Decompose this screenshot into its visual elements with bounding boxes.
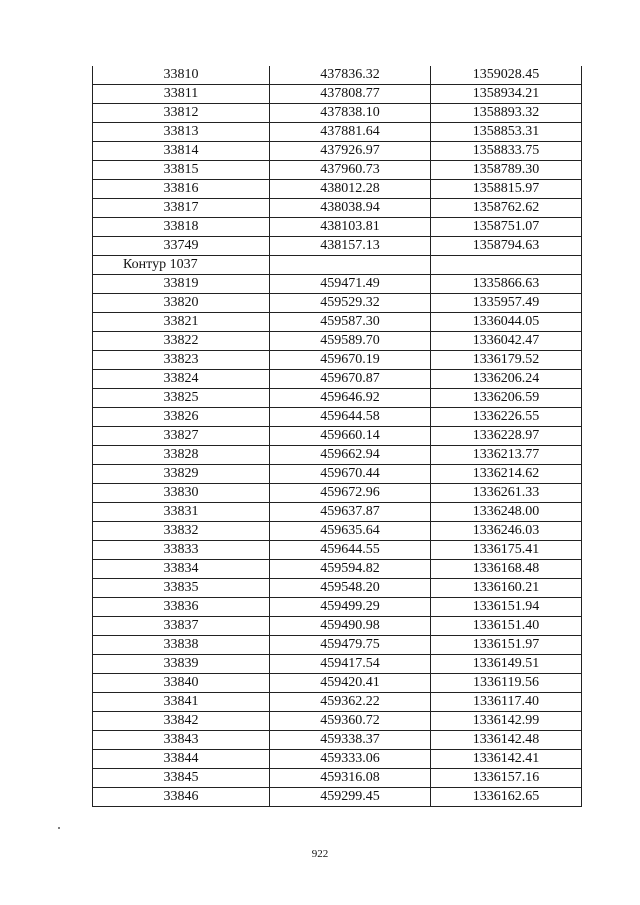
point-number-cell: 33839 [93, 655, 270, 674]
point-number-cell: 33835 [93, 579, 270, 598]
y-coordinate-cell: 1336162.65 [431, 788, 582, 807]
y-coordinate-cell: 1336226.55 [431, 408, 582, 427]
x-coordinate-cell: 437926.97 [270, 142, 431, 161]
table-row [93, 180, 582, 199]
table-row [93, 541, 582, 560]
x-coordinate-cell: 459420.41 [270, 674, 431, 693]
point-number-cell: 33843 [93, 731, 270, 750]
x-coordinate-cell: 459644.58 [270, 408, 431, 427]
x-coordinate-cell: 459529.32 [270, 294, 431, 313]
y-coordinate-cell: 1336151.97 [431, 636, 582, 655]
y-coordinate-cell: 1336206.59 [431, 389, 582, 408]
point-number-cell: 33837 [93, 617, 270, 636]
contour-heading: Контур 1037 [93, 256, 270, 275]
y-coordinate-cell: 1336042.47 [431, 332, 582, 351]
x-coordinate-cell: 459587.30 [270, 313, 431, 332]
y-coordinate-cell: 1336248.00 [431, 503, 582, 522]
point-number-cell: 33844 [93, 750, 270, 769]
x-coordinate-cell: 437881.64 [270, 123, 431, 142]
x-coordinate-cell: 459479.75 [270, 636, 431, 655]
point-number-cell: 33819 [93, 275, 270, 294]
table-row [93, 294, 582, 313]
x-coordinate-cell: 459637.87 [270, 503, 431, 522]
point-number-cell: 33831 [93, 503, 270, 522]
point-number-cell: 33817 [93, 199, 270, 218]
table-row [93, 370, 582, 389]
y-coordinate-cell: 1358762.62 [431, 199, 582, 218]
y-coordinate-cell: 1358751.07 [431, 218, 582, 237]
x-coordinate-cell: 459471.49 [270, 275, 431, 294]
table-row [93, 655, 582, 674]
x-coordinate-cell: 459417.54 [270, 655, 431, 674]
table-row [93, 579, 582, 598]
x-coordinate-cell: 437960.73 [270, 161, 431, 180]
point-number-cell: 33818 [93, 218, 270, 237]
y-coordinate-cell: 1336142.41 [431, 750, 582, 769]
coordinates-table-body [93, 66, 582, 807]
point-number-cell: 33832 [93, 522, 270, 541]
y-coordinate-cell: 1336157.16 [431, 769, 582, 788]
table-row [93, 123, 582, 142]
y-coordinate-cell: 1336149.51 [431, 655, 582, 674]
x-coordinate-cell: 459548.20 [270, 579, 431, 598]
x-coordinate-cell: 459360.72 [270, 712, 431, 731]
y-coordinate-cell: 1336160.21 [431, 579, 582, 598]
x-coordinate-cell: 437808.77 [270, 85, 431, 104]
table-row [93, 389, 582, 408]
y-coordinate-cell: 1335866.63 [431, 275, 582, 294]
x-coordinate-cell: 459594.82 [270, 560, 431, 579]
point-number-cell: 33828 [93, 446, 270, 465]
x-coordinate-cell: 438157.13 [270, 237, 431, 256]
y-coordinate-cell: 1336044.05 [431, 313, 582, 332]
y-coordinate-cell: 1336214.62 [431, 465, 582, 484]
table-row [93, 598, 582, 617]
table-row [93, 237, 582, 256]
point-number-cell: 33825 [93, 389, 270, 408]
y-coordinate-cell: 1336175.41 [431, 541, 582, 560]
y-coordinate-cell: 1358815.97 [431, 180, 582, 199]
table-row [93, 66, 582, 85]
table-row [93, 408, 582, 427]
y-coordinate-cell: 1336117.40 [431, 693, 582, 712]
table-row [93, 332, 582, 351]
y-coordinate-cell: 1335957.49 [431, 294, 582, 313]
y-coordinate-cell: 1336168.48 [431, 560, 582, 579]
point-number-cell: 33814 [93, 142, 270, 161]
x-coordinate-cell: 459662.94 [270, 446, 431, 465]
point-number-cell: 33749 [93, 237, 270, 256]
x-coordinate-cell: 438103.81 [270, 218, 431, 237]
point-number-cell: 33811 [93, 85, 270, 104]
x-coordinate-cell: 459362.22 [270, 693, 431, 712]
x-coordinate-cell: 459670.19 [270, 351, 431, 370]
table-row [93, 275, 582, 294]
point-number-cell: 33838 [93, 636, 270, 655]
y-coordinate-cell: 1336151.94 [431, 598, 582, 617]
table-row [93, 560, 582, 579]
coordinates-table [92, 66, 582, 807]
x-coordinate-cell: 459299.45 [270, 788, 431, 807]
point-number-cell: 33846 [93, 788, 270, 807]
x-coordinate-cell: 459646.92 [270, 389, 431, 408]
table-row [93, 788, 582, 807]
empty-cell [270, 256, 431, 275]
x-coordinate-cell: 437836.32 [270, 66, 431, 85]
table-row [93, 750, 582, 769]
point-number-cell: 33823 [93, 351, 270, 370]
y-coordinate-cell: 1336206.24 [431, 370, 582, 389]
table-row [93, 617, 582, 636]
point-number-cell: 33812 [93, 104, 270, 123]
x-coordinate-cell: 437838.10 [270, 104, 431, 123]
table-row [93, 465, 582, 484]
table-row [93, 142, 582, 161]
point-number-cell: 33820 [93, 294, 270, 313]
y-coordinate-cell: 1336119.56 [431, 674, 582, 693]
y-coordinate-cell: 1336142.48 [431, 731, 582, 750]
table-row [93, 503, 582, 522]
y-coordinate-cell: 1359028.45 [431, 66, 582, 85]
x-coordinate-cell: 438012.28 [270, 180, 431, 199]
table-row [93, 636, 582, 655]
x-coordinate-cell: 459499.29 [270, 598, 431, 617]
table-row [93, 693, 582, 712]
x-coordinate-cell: 438038.94 [270, 199, 431, 218]
table-row [93, 446, 582, 465]
x-coordinate-cell: 459670.44 [270, 465, 431, 484]
y-coordinate-cell: 1336261.33 [431, 484, 582, 503]
table-row [93, 351, 582, 370]
point-number-cell: 33816 [93, 180, 270, 199]
scan-speck [58, 827, 60, 829]
table-row [93, 731, 582, 750]
point-number-cell: 33821 [93, 313, 270, 332]
y-coordinate-cell: 1358893.32 [431, 104, 582, 123]
table-row [93, 484, 582, 503]
table-row [93, 85, 582, 104]
y-coordinate-cell: 1358833.75 [431, 142, 582, 161]
y-coordinate-cell: 1358934.21 [431, 85, 582, 104]
contour-heading-row [93, 256, 582, 275]
x-coordinate-cell: 459660.14 [270, 427, 431, 446]
point-number-cell: 33826 [93, 408, 270, 427]
point-number-cell: 33822 [93, 332, 270, 351]
point-number-cell: 33824 [93, 370, 270, 389]
point-number-cell: 33842 [93, 712, 270, 731]
table-row [93, 769, 582, 788]
table-row [93, 104, 582, 123]
table-row [93, 674, 582, 693]
y-coordinate-cell: 1358789.30 [431, 161, 582, 180]
y-coordinate-cell: 1336228.97 [431, 427, 582, 446]
x-coordinate-cell: 459490.98 [270, 617, 431, 636]
x-coordinate-cell: 459333.06 [270, 750, 431, 769]
x-coordinate-cell: 459338.37 [270, 731, 431, 750]
table-row [93, 161, 582, 180]
y-coordinate-cell: 1336213.77 [431, 446, 582, 465]
point-number-cell: 33834 [93, 560, 270, 579]
table-row [93, 313, 582, 332]
y-coordinate-cell: 1336246.03 [431, 522, 582, 541]
point-number-cell: 33836 [93, 598, 270, 617]
y-coordinate-cell: 1336142.99 [431, 712, 582, 731]
point-number-cell: 33829 [93, 465, 270, 484]
table-row [93, 199, 582, 218]
x-coordinate-cell: 459672.96 [270, 484, 431, 503]
point-number-cell: 33833 [93, 541, 270, 560]
page-number: 922 [311, 848, 329, 860]
x-coordinate-cell: 459644.55 [270, 541, 431, 560]
table-row [93, 218, 582, 237]
table-row [93, 712, 582, 731]
point-number-cell: 33810 [93, 66, 270, 85]
table-row [93, 522, 582, 541]
empty-cell [431, 256, 582, 275]
x-coordinate-cell: 459316.08 [270, 769, 431, 788]
y-coordinate-cell: 1358853.31 [431, 123, 582, 142]
y-coordinate-cell: 1336151.40 [431, 617, 582, 636]
point-number-cell: 33813 [93, 123, 270, 142]
x-coordinate-cell: 459670.87 [270, 370, 431, 389]
point-number-cell: 33841 [93, 693, 270, 712]
x-coordinate-cell: 459635.64 [270, 522, 431, 541]
point-number-cell: 33815 [93, 161, 270, 180]
point-number-cell: 33845 [93, 769, 270, 788]
point-number-cell: 33827 [93, 427, 270, 446]
x-coordinate-cell: 459589.70 [270, 332, 431, 351]
table-row [93, 427, 582, 446]
point-number-cell: 33840 [93, 674, 270, 693]
point-number-cell: 33830 [93, 484, 270, 503]
y-coordinate-cell: 1358794.63 [431, 237, 582, 256]
y-coordinate-cell: 1336179.52 [431, 351, 582, 370]
